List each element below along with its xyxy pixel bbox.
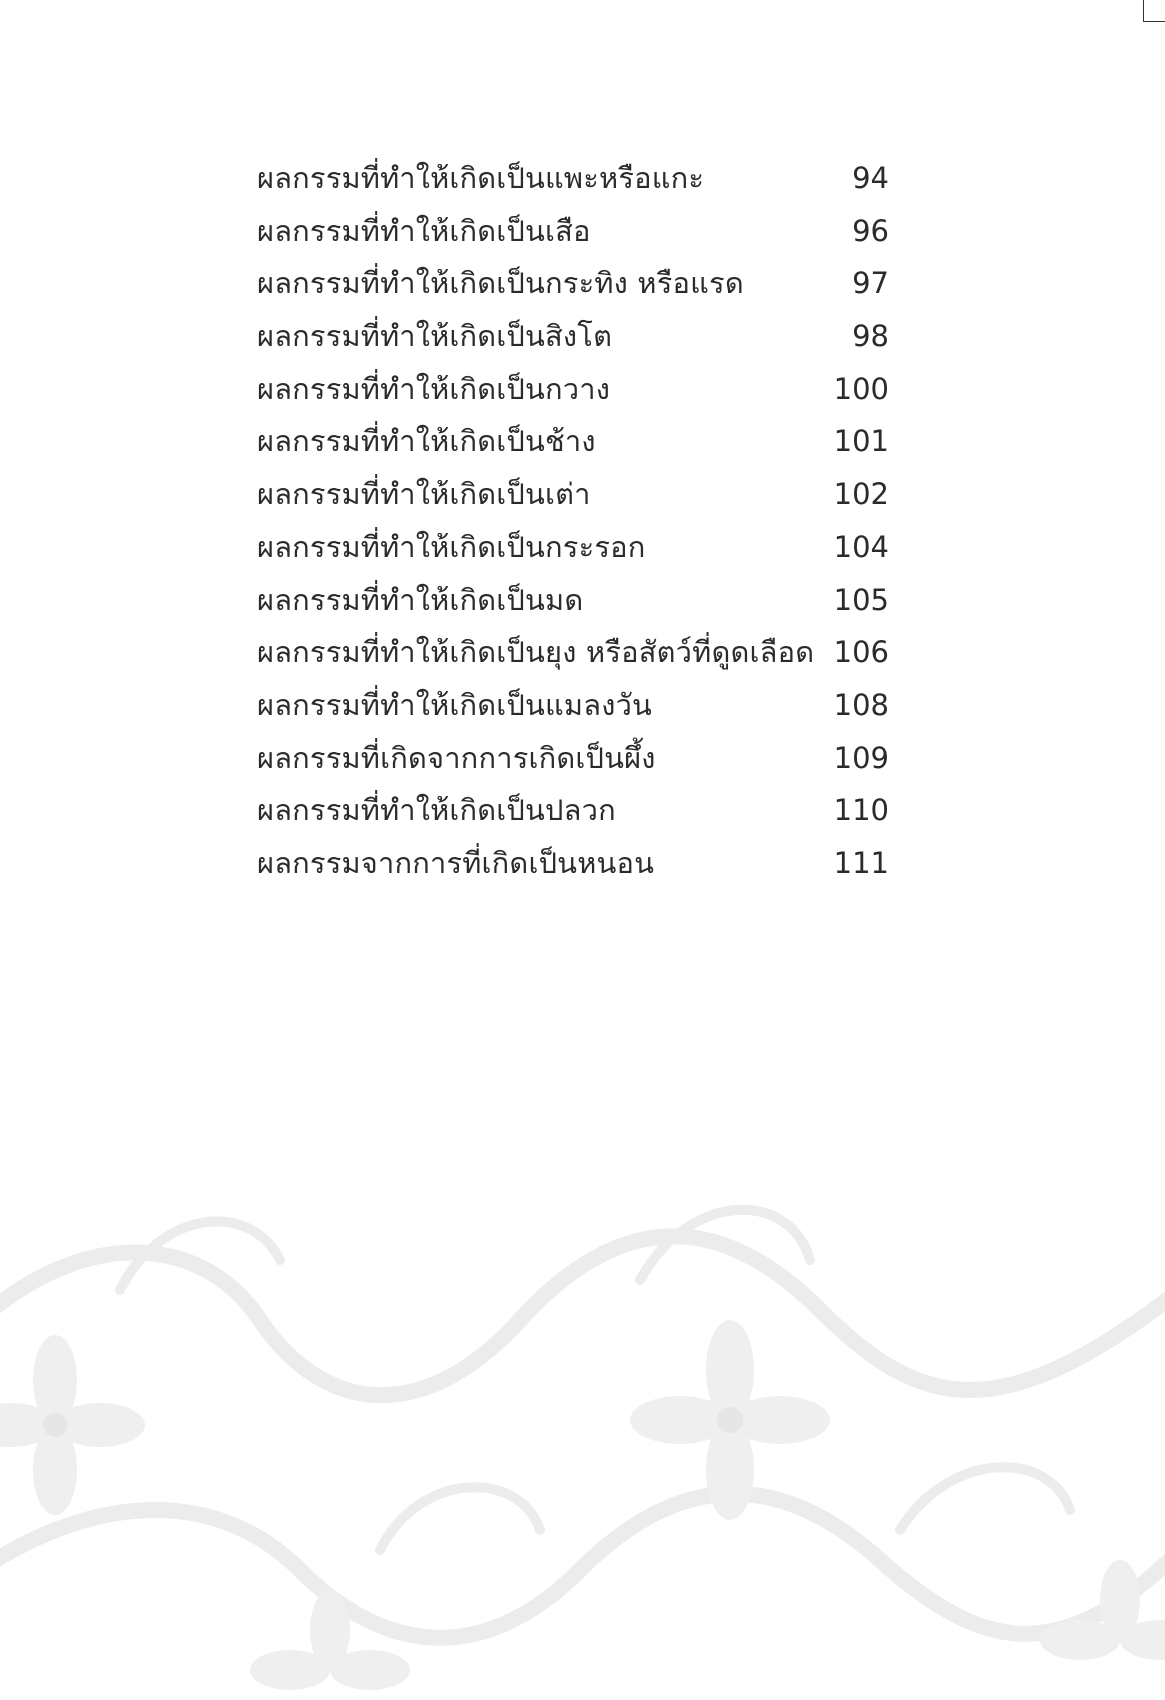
table-of-contents bbox=[257, 152, 889, 890]
toc-entry[interactable] bbox=[257, 257, 889, 310]
toc-entry-page: 109 bbox=[833, 740, 889, 775]
toc-entry-page: 94 bbox=[852, 161, 889, 195]
toc-entry-title: ผลกรรมที่เกิดจากการเกิดเป็นผึ้ง bbox=[257, 740, 656, 775]
toc-entry-page: 101 bbox=[833, 424, 889, 459]
toc-entry-page: 105 bbox=[833, 582, 889, 617]
toc-entry-title: ผลกรรมที่ทำให้เกิดเป็นเต่า bbox=[257, 477, 591, 512]
toc-entry-page: 98 bbox=[852, 319, 889, 354]
toc-entry[interactable] bbox=[257, 152, 889, 205]
toc-entry[interactable] bbox=[257, 363, 889, 416]
toc-entry[interactable] bbox=[257, 732, 889, 785]
toc-entry-page: 100 bbox=[833, 371, 889, 406]
toc-entry[interactable] bbox=[257, 205, 889, 258]
toc-entry[interactable] bbox=[257, 415, 889, 468]
toc-entry-title: ผลกรรมที่ทำให้เกิดเป็นกระทิง หรือแรด bbox=[257, 266, 744, 301]
toc-entry-page: 96 bbox=[852, 213, 889, 248]
toc-entry[interactable] bbox=[257, 468, 889, 521]
toc-entry-title: ผลกรรมที่ทำให้เกิดเป็นยุง หรือสัตว์ที่ดูดเลือด bbox=[257, 635, 815, 670]
toc-entry[interactable] bbox=[257, 574, 889, 627]
toc-entry[interactable] bbox=[257, 310, 889, 363]
toc-entry-page: 111 bbox=[833, 845, 889, 880]
toc-entry-title: ผลกรรมที่ทำให้เกิดเป็นสิงโต bbox=[257, 319, 613, 354]
toc-entry-page: 110 bbox=[833, 793, 889, 828]
toc-entry[interactable] bbox=[257, 521, 889, 574]
toc-entry[interactable] bbox=[257, 679, 889, 732]
toc-entry-title: ผลกรรมที่ทำให้เกิดเป็นช้าง bbox=[257, 424, 596, 459]
toc-entry-page: 106 bbox=[833, 635, 889, 670]
toc-entry-title: ผลกรรมจากการที่เกิดเป็นหนอน bbox=[257, 845, 655, 880]
toc-entry-page: 102 bbox=[833, 477, 889, 512]
crop-mark bbox=[1143, 0, 1165, 22]
toc-entry-title: ผลกรรมที่ทำให้เกิดเป็นกวาง bbox=[257, 371, 611, 406]
toc-entry-page: 108 bbox=[833, 687, 889, 722]
toc-entry[interactable] bbox=[257, 784, 889, 837]
toc-entry-title: ผลกรรมที่ทำให้เกิดเป็นกระรอก bbox=[257, 529, 646, 564]
toc-entry[interactable] bbox=[257, 626, 889, 679]
toc-entry-title: ผลกรรมที่ทำให้เกิดเป็นแพะหรือแกะ bbox=[257, 161, 705, 195]
toc-entry-title: ผลกรรมที่ทำให้เกิดเป็นมด bbox=[257, 582, 584, 617]
toc-entry-page: 104 bbox=[833, 529, 889, 564]
toc-entry-page: 97 bbox=[852, 266, 889, 301]
toc-entry[interactable] bbox=[257, 837, 889, 890]
decorative-floral-ornament bbox=[0, 1170, 1165, 1700]
toc-entry-title: ผลกรรมที่ทำให้เกิดเป็นปลวก bbox=[257, 793, 616, 828]
toc-entry-title: ผลกรรมที่ทำให้เกิดเป็นเสือ bbox=[257, 213, 591, 248]
toc-entry-title: ผลกรรมที่ทำให้เกิดเป็นแมลงวัน bbox=[257, 687, 653, 722]
